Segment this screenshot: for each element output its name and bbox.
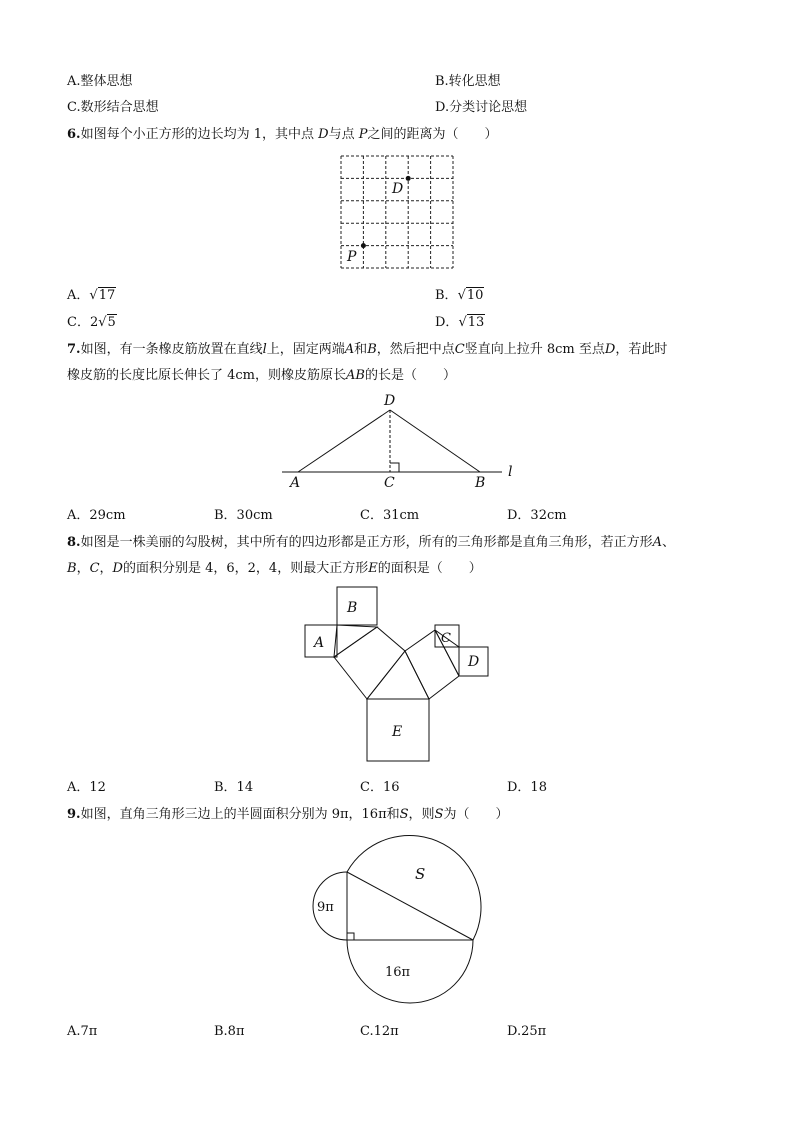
hypotenuse	[347, 872, 473, 940]
label-s: S	[415, 865, 426, 883]
question-number: 6.	[67, 127, 81, 142]
right-angle-mark	[390, 463, 399, 472]
label-l: l	[508, 464, 513, 480]
q9-semicircles-figure	[305, 833, 495, 1008]
q6-option-d: D．√13	[435, 315, 485, 330]
q5-option-c: C.数形结合思想	[67, 100, 159, 115]
point-d	[406, 176, 411, 181]
q8-option-a: A．12	[67, 780, 106, 795]
segment-db	[390, 410, 480, 472]
label-b: B	[475, 475, 486, 491]
q7-option-c: C．31cm	[360, 508, 420, 523]
sqrt-icon: √	[457, 288, 466, 303]
q7-stem-line2: 橡皮筋的长度比原长伸长了 4cm，则橡皮筋原长AB的长是（ ）	[67, 368, 456, 383]
question-number: 9.	[67, 807, 81, 822]
q6-option-a: A．√17	[67, 288, 116, 303]
q8-stem-line2: B，C，D的面积分别是 4，6，2，4，则最大正方形E的面积是（ ）	[67, 561, 482, 576]
q8-pythagoras-tree-figure	[300, 585, 495, 765]
triangle-main	[367, 651, 429, 699]
label-c: C	[384, 475, 395, 491]
question-number: 8.	[67, 535, 81, 550]
q9-option-a: A.7π	[67, 1024, 98, 1039]
sqrt-icon: √	[98, 315, 107, 330]
question-number: 7.	[67, 342, 81, 357]
label-a: A	[290, 475, 301, 491]
segment-ad	[298, 410, 390, 472]
label-d: D	[468, 654, 480, 670]
label-c: C	[441, 631, 451, 646]
q8-option-d: D．18	[507, 780, 547, 795]
point-p	[361, 243, 366, 248]
q6-option-b: B．√10	[435, 288, 484, 303]
q9-option-d: D.25π	[507, 1024, 547, 1039]
label-9pi: 9π	[317, 900, 334, 915]
q6-option-c: C．2√5	[67, 315, 116, 330]
q7-option-d: D．32cm	[507, 508, 567, 523]
sqrt-icon: √	[89, 288, 98, 303]
semicircle-large	[347, 835, 481, 940]
label-e: E	[392, 724, 403, 740]
label-d: D	[392, 181, 404, 197]
q9-stem: 9.如图，直角三角形三边上的半圆面积分别为 9π，16π和S，则S为（ ）	[67, 807, 509, 822]
right-angle-mark	[347, 933, 354, 940]
q8-option-b: B．14	[214, 780, 254, 795]
label-d: D	[384, 393, 396, 409]
label-a: A	[314, 635, 325, 651]
square-left-mid	[334, 627, 405, 699]
q8-stem-line1: 8.如图是一株美丽的勾股树，其中所有的四边形都是正方形，所有的三角形都是直角三角形，若正方形A、	[67, 535, 675, 550]
q9-option-b: B.8π	[214, 1024, 245, 1039]
q8-option-c: C．16	[360, 780, 400, 795]
q6-grid-figure	[340, 155, 454, 269]
triangle-left	[334, 625, 377, 657]
q5-option-b: B.转化思想	[435, 74, 501, 89]
label-p: P	[347, 249, 357, 265]
label-16pi: 16π	[385, 965, 411, 980]
q7-triangle-figure	[280, 392, 520, 492]
q7-option-b: B．30cm	[214, 508, 273, 523]
q7-option-a: A．29cm	[67, 508, 126, 523]
q9-option-c: C.12π	[360, 1024, 399, 1039]
q6-stem: 6.如图每个小正方形的边长均为 1，其中点 D与点 P之间的距离为（ ）	[67, 127, 498, 142]
q5-option-d: D.分类讨论思想	[435, 100, 528, 115]
q5-option-a: A.整体思想	[67, 74, 133, 89]
q7-stem-line1: 7.如图，有一条橡皮筋放置在直线l上，固定两端A和B，然后把中点C竖直向上拉升 8cm 至点D，若此时	[67, 342, 668, 357]
label-b: B	[347, 600, 358, 616]
sqrt-icon: √	[458, 315, 467, 330]
